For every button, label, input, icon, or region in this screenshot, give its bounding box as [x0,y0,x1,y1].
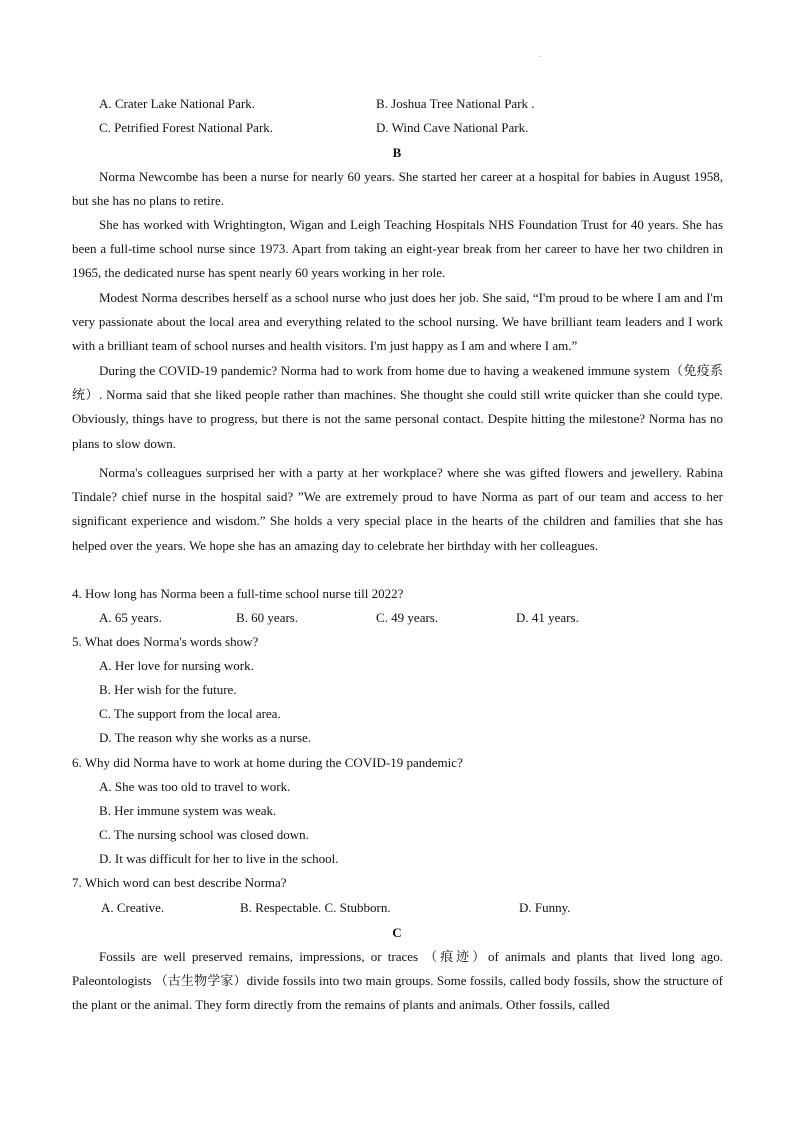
question-6-stem: 6. Why did Norma have to work at home during the COVID-19 pandemic? [72,755,463,770]
passage-b-paragraph-1: Norma Newcombe has been a nurse for nearly 60 years. She started her career at a hospital for babies in August 1958, but she has no plans to retire. [72,169,723,209]
section-b-heading: B [392,145,402,160]
q7-option-b-c: B. Respectable. C. Stubborn. [240,900,391,915]
passage-b-paragraph-3: Modest Norma describes herself as a school nurse who just does her job. She said, “I'm proud to be where I am and I'm very passionate about the local area and everything related to the school nursing. We have brilliant team leaders and I work with a brilliant team of school nurses and health visitors. I'm just happy as I am and where I am.” [72,290,723,354]
passage-b-paragraph-2: She has worked with Wrightington, Wigan and Leigh Teaching Hospitals NHS Foundation Trust for 40 years. She has been a full-time school nurse since 1973. Apart from taking an eight-year break from her career to have her two children in 1965, the dedicated nurse has spent nearly 60 years working in her role. [72,217,723,281]
q7-option-d: D. Funny. [519,900,571,915]
passage-b-paragraph-4: During the COVID-19 pandemic? Norma had to work from home due to having a weakened immune system（免疫系统）. Norma said that she liked people rather than machines. She thought she could still write quicker than she could type. Obviously, things have to progress, but there is not the same personal contact. Despite hitting the milestone? Norma has no plans to slow down. [72,363,723,451]
q4-option-d: D. 41 years. [516,610,579,625]
option-d: D. Wind Cave National Park. [376,120,529,135]
q6-option-c: C. The nursing school was closed down. [99,827,309,842]
q6-option-a: A. She was too old to travel to work. [99,779,291,794]
q4-option-c: C. 49 years. [376,610,439,625]
page-mark: . [539,50,541,59]
question-5-stem: 5. What does Norma's words show? [72,634,259,649]
q4-option-a: A. 65 years. [99,610,162,625]
option-b: B. Joshua Tree National Park . [376,96,535,111]
q6-option-b: B. Her immune system was weak. [99,803,277,818]
q7-option-a: A. Creative. [101,900,165,915]
q6-option-d: D. It was difficult for her to live in the school. [99,851,339,866]
q5-option-a: A. Her love for nursing work. [99,658,254,673]
section-c-heading: C [392,925,402,940]
option-c: C. Petrified Forest National Park. [99,120,274,135]
q4-option-b: B. 60 years. [236,610,299,625]
q5-option-b: B. Her wish for the future. [99,682,237,697]
question-7-stem: 7. Which word can best describe Norma? [72,875,287,890]
q5-option-c: C. The support from the local area. [99,706,281,721]
q5-option-d: D. The reason why she works as a nurse. [99,730,312,745]
passage-b-paragraph-5: Norma's colleagues surprised her with a party at her workplace? where she was gifted flowers and jewellery. Rabina Tindale? chief nurse in the hospital said? ”We are extremely proud to have Norma as part of our team and access to her significant experience and wisdom.” She holds a very special place in the hearts of the children and families that she has helped over the years. We hope she has an amazing day to celebrate her birthday with her colleagues. [72,465,723,553]
option-a: A. Crater Lake National Park. [99,96,255,111]
question-4-stem: 4. How long has Norma been a full-time school nurse till 2022? [72,586,404,601]
passage-c-paragraph: Fossils are well preserved remains, impressions, or traces （痕迹）of animals and plants that lived long ago. Paleontologists （古生物学家）divide fossils into two main groups. Some fossils, called body fossils, show the structure of the plant or the animal. They form directly from the remains of plants and animals. Other fossils, called [72,949,723,1013]
